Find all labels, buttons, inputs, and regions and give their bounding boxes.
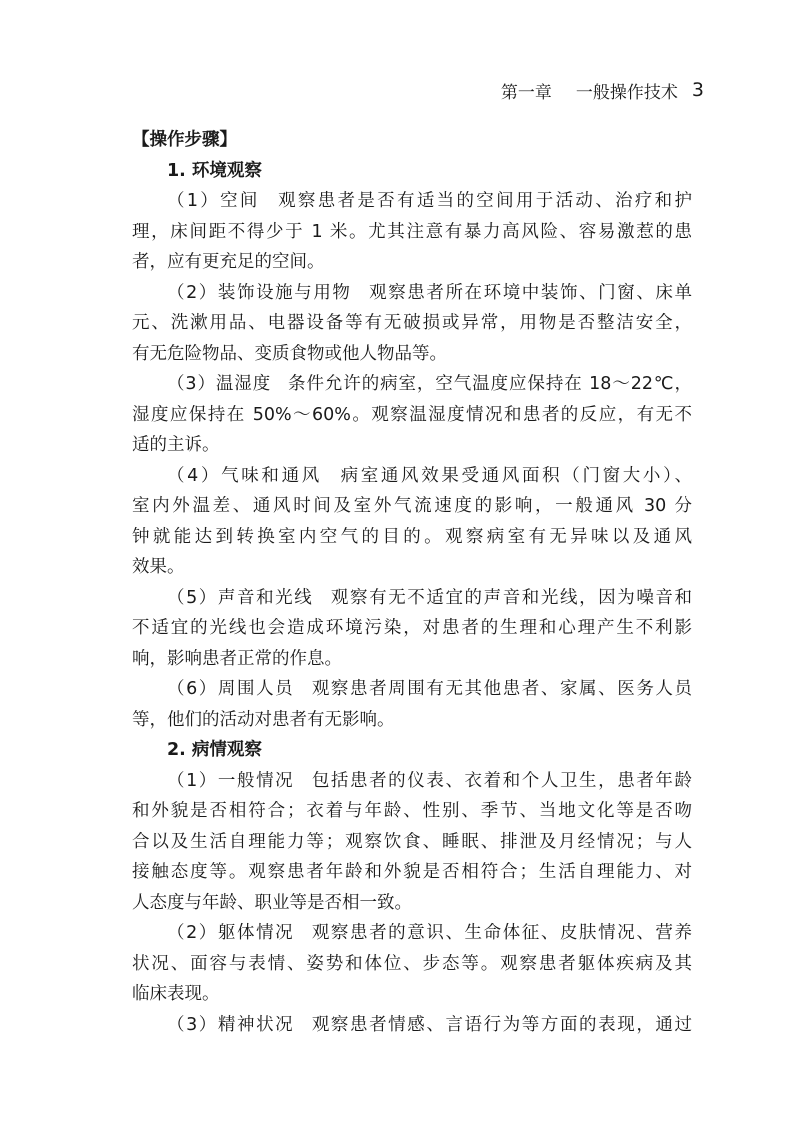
body-text xyxy=(132,125,692,1040)
paragraph-line xyxy=(132,674,692,705)
paragraph-line xyxy=(132,278,692,309)
paragraph-line xyxy=(132,583,692,614)
chapter-title: 一般操作技术 xyxy=(575,82,678,103)
paragraph-line: 响，影响患者正常的作息。 xyxy=(132,648,342,669)
item-text: 观察患者是否有适当的空间用于活动、治疗和护 xyxy=(275,191,693,211)
chapter-label: 第一章 xyxy=(500,82,552,103)
paragraph-line xyxy=(132,461,692,492)
paragraph-line: 和外貌是否相符合；衣着与年龄、性别、季节、当地文化等是否吻 xyxy=(132,801,692,821)
paragraph-line xyxy=(132,369,692,400)
item-label: （2）躯体情况 xyxy=(167,923,295,943)
item-text: 包括患者的仪表、衣着和个人卫生，患者年龄 xyxy=(310,770,692,791)
subsection-heading-environment: 1. 环境观察 xyxy=(167,160,262,181)
item-label: （1）一般情况 xyxy=(167,770,295,791)
item-text: 观察患者周围有无其他患者、家属、医务人员 xyxy=(310,679,692,699)
paragraph-line: 者，应有更充足的空间。 xyxy=(132,252,325,272)
running-header xyxy=(501,76,704,104)
item-text: 观察患者情感、言语行为等方面的表现，通过 xyxy=(310,1014,692,1035)
paragraph-line xyxy=(132,186,692,217)
item-label: （2）装饰设施与用物 xyxy=(167,282,352,303)
paragraph-line: 室内外温差、通风时间及室外气流速度的影响，一般通风 30 分 xyxy=(132,496,692,516)
paragraph-line: 状况、面容与表情、姿势和体位、步态等。观察患者躯体疾病及其 xyxy=(132,953,692,974)
section-heading: 【操作步骤】 xyxy=(132,130,237,150)
item-text: 观察有无不适宜的声音和光线，因为噪音和 xyxy=(329,587,693,608)
paragraph-line xyxy=(132,766,692,797)
paragraph-line: 有无危险物品、变质食物或他人物品等。 xyxy=(132,343,447,364)
page-number: 3 xyxy=(691,79,704,101)
paragraph-line: 适的主诉。 xyxy=(132,435,220,455)
paragraph-line: 等，他们的活动对患者有无影响。 xyxy=(132,709,395,730)
paragraph-line: 接触态度等。观察患者年龄和外貌是否相符合；生活自理能力、对 xyxy=(132,862,692,882)
item-text: 病室通风效果受通风面积（门窗大小）、 xyxy=(337,465,692,486)
paragraph-line: 合以及生活自理能力等；观察饮食、睡眠、排泄及月经情况；与人 xyxy=(132,831,692,852)
item-label: （1）空间 xyxy=(167,191,260,211)
item-text: 观察患者所在环境中装饰、门窗、床单 xyxy=(367,282,692,303)
item-text: 观察患者的意识、生命体征、皮肤情况、营养 xyxy=(310,923,692,943)
paragraph-line: 理，床间距不得少于 1 米。尤其注意有暴力高风险、容易激惹的患 xyxy=(132,221,692,242)
item-label: （3）温湿度 xyxy=(167,374,272,394)
subsection-heading-condition: 2. 病情观察 xyxy=(167,740,262,760)
item-label: （5）声音和光线 xyxy=(167,587,314,608)
paragraph-line: 人态度与年龄、职业等是否相一致。 xyxy=(132,892,412,913)
item-label: （3）精神状况 xyxy=(167,1014,295,1035)
item-text: 条件允许的病室，空气温度应保持在 18～22℃， xyxy=(287,374,692,394)
paragraph-line: 湿度应保持在 50%～60%。观察温湿度情况和患者的反应，有无不 xyxy=(132,404,692,425)
item-label: （4）气味和通风 xyxy=(167,465,322,486)
paragraph-line xyxy=(132,918,692,949)
paragraph-line xyxy=(132,1010,692,1041)
paragraph-line: 钟就能达到转换室内空气的目的。观察病室有无异味以及通风 xyxy=(132,526,692,547)
paragraph-line: 元、洗漱用品、电器设备等有无破损或异常，用物是否整洁安全， xyxy=(132,313,692,333)
paragraph-line: 效果。 xyxy=(132,557,185,577)
paragraph-line: 不适宜的光线也会造成环境污染，对患者的生理和心理产生不利影 xyxy=(132,618,692,638)
paragraph-line: 临床表现。 xyxy=(132,984,220,1004)
item-label: （6）周围人员 xyxy=(167,679,295,699)
